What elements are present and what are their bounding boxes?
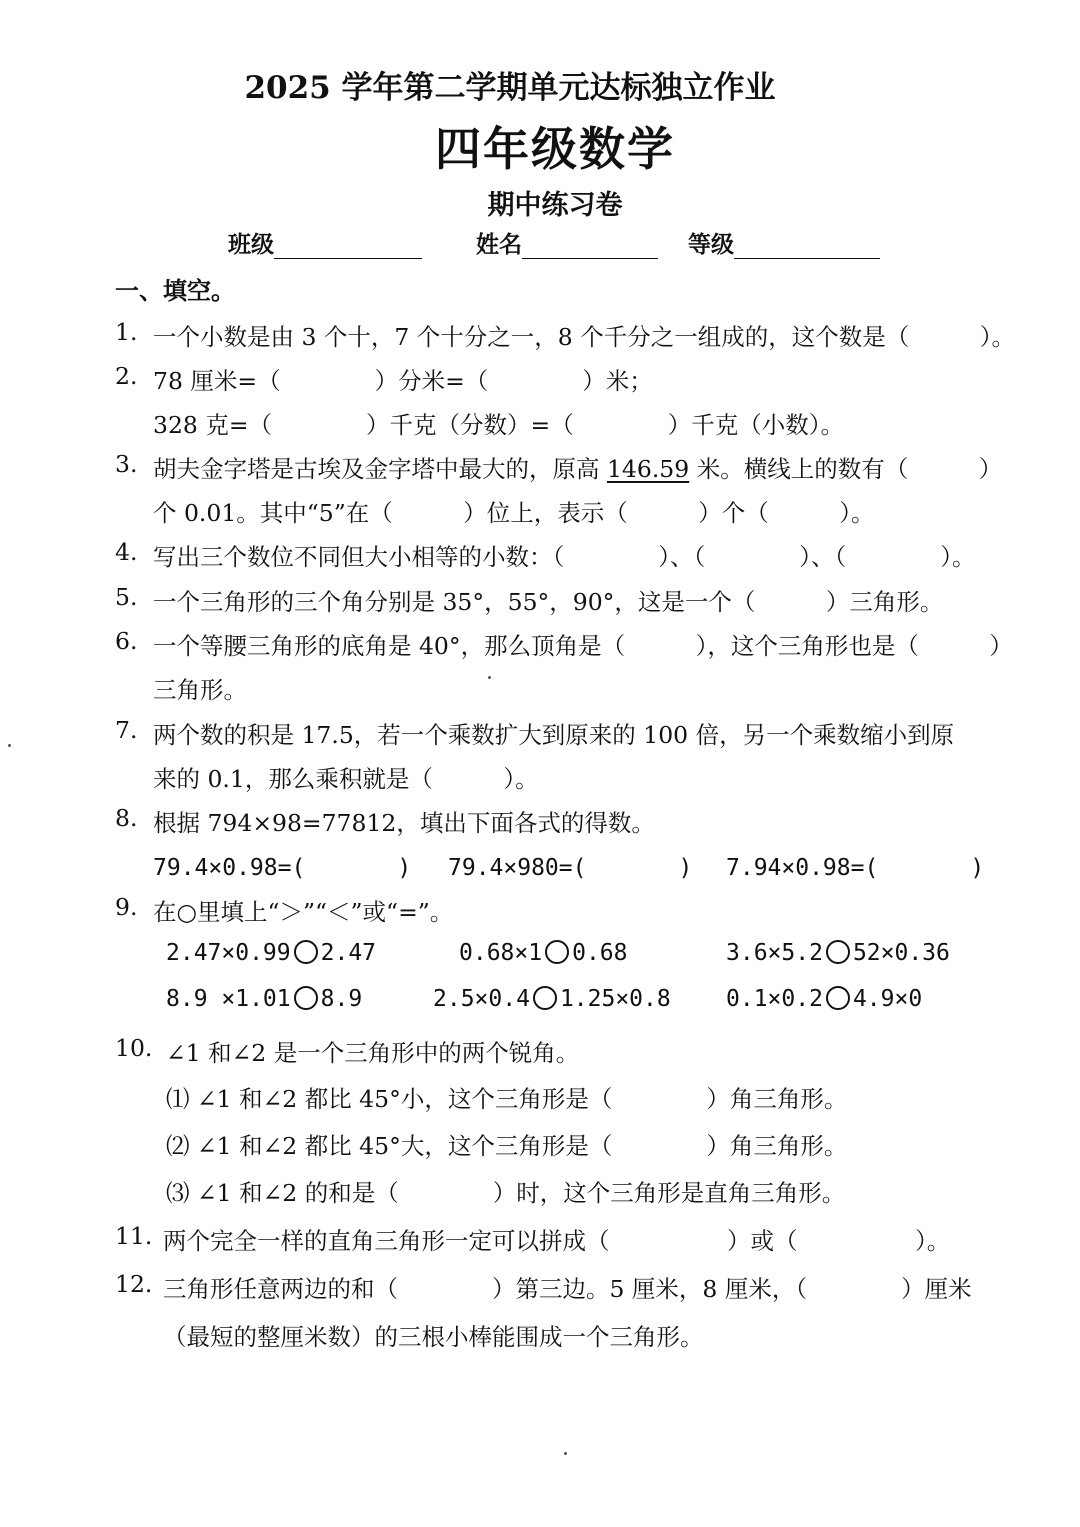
question-text-line-2: 个 0.01。其中“5”在（ ）位上，表示（ ）个（ ）。 bbox=[153, 499, 875, 527]
compare-left: 3.6×5.2 bbox=[726, 940, 823, 966]
scan-speck bbox=[488, 676, 491, 679]
question-text-line-2: 328 克=（ ）千克（分数）=（ ）千克（小数）。 bbox=[153, 411, 844, 439]
expression-b: 79.4×980=( ) bbox=[448, 855, 693, 881]
question-text: 一个小数是由 3 个十，7 个十分之一，8 个千分之一组成的，这个数是（ ）。 bbox=[153, 323, 1015, 351]
question-text-part: 米。横线上的数有（ ） bbox=[689, 455, 1003, 483]
question-number: 2. bbox=[115, 362, 138, 390]
compare-circle[interactable] bbox=[294, 940, 318, 964]
question-text: 写出三个数位不同但大小相等的小数：（ ）、（ ）、（ ）。 bbox=[153, 543, 976, 571]
expression-c: 7.94×0.98=( ) bbox=[726, 855, 985, 881]
compare-circle[interactable] bbox=[533, 986, 557, 1010]
scan-speck bbox=[8, 744, 11, 747]
compare-circle[interactable] bbox=[826, 986, 850, 1010]
question-text: 一个三角形的三个角分别是 35°，55°，90°，这是一个（ ）三角形。 bbox=[153, 588, 944, 616]
question-number: 12. bbox=[115, 1270, 153, 1298]
question-number: 4. bbox=[115, 538, 138, 566]
compare-left: 8.9 ×1.01 bbox=[166, 986, 291, 1012]
question-text-line-2: 三角形。 bbox=[153, 676, 247, 704]
question-number: 5. bbox=[115, 583, 138, 611]
compare-right: 0.68 bbox=[572, 940, 628, 966]
question-number: 11. bbox=[115, 1222, 153, 1250]
question-number: 3. bbox=[115, 450, 138, 478]
page-title: 四年级数学 bbox=[435, 122, 675, 176]
compare-item bbox=[726, 986, 922, 1012]
question-text: 三角形任意两边的和（ ）第三边。5 厘米，8 厘米，（ ）厘米 bbox=[163, 1275, 972, 1303]
compare-left: 2.5×0.4 bbox=[433, 986, 530, 1012]
name-blank[interactable] bbox=[522, 230, 658, 259]
compare-right: 4.9×0 bbox=[852, 986, 923, 1012]
compare-item bbox=[726, 940, 950, 966]
question-text-part: 胡夫金字塔是古埃及金字塔中最大的，原高 bbox=[153, 455, 607, 483]
question-text: 78 厘米=（ ）分米=（ ）米； bbox=[153, 367, 653, 395]
grade-field[interactable] bbox=[688, 226, 880, 259]
page-subtitle: 期中练习卷 bbox=[487, 190, 623, 221]
question-text: ∠1 和∠2 是一个三角形中的两个锐角。 bbox=[166, 1039, 580, 1067]
compare-left: 0.1×0.2 bbox=[726, 986, 823, 1012]
question-text-line-2: 来的 0.1，那么乘积就是（ ）。 bbox=[153, 765, 539, 793]
question-text bbox=[153, 450, 1002, 484]
underlined-number: 146.59 bbox=[606, 455, 690, 483]
question-number: 1. bbox=[115, 318, 138, 346]
sub-question-3: ⑶ ∠1 和∠2 的和是（ ）时，这个三角形是直角三角形。 bbox=[166, 1179, 846, 1207]
grade-blank[interactable] bbox=[734, 230, 880, 259]
compare-item bbox=[166, 986, 362, 1012]
question-number: 8. bbox=[115, 804, 138, 832]
question-text: 根据 794×98=77812，填出下面各式的得数。 bbox=[153, 809, 655, 837]
compare-right: 2.47 bbox=[320, 940, 377, 966]
compare-item bbox=[459, 940, 627, 966]
class-label: 班级 bbox=[228, 231, 274, 258]
name-field[interactable] bbox=[476, 226, 658, 259]
compare-circle[interactable] bbox=[826, 940, 850, 964]
class-field[interactable] bbox=[228, 226, 422, 259]
question-number: 9. bbox=[115, 893, 138, 921]
grade-label: 等级 bbox=[688, 231, 734, 258]
question-number: 10. bbox=[115, 1034, 153, 1062]
question-text: 一个等腰三角形的底角是 40°，那么顶角是（ ），这个三角形也是（ ） bbox=[153, 632, 1013, 660]
question-number: 7. bbox=[115, 716, 138, 744]
compare-right: 1.25×0.8 bbox=[559, 986, 671, 1012]
compare-item bbox=[433, 986, 671, 1012]
question-text: 在○里填上“＞”“＜”或“=”。 bbox=[153, 898, 454, 926]
class-blank[interactable] bbox=[274, 230, 422, 259]
question-1 bbox=[115, 318, 137, 346]
compare-item bbox=[166, 940, 376, 966]
question-text-line-2: （最短的整厘米数）的三根小棒能围成一个三角形。 bbox=[163, 1323, 704, 1351]
question-text: 两个数的积是 17.5，若一个乘数扩大到原来的 100 倍，另一个乘数缩小到原 bbox=[153, 721, 955, 749]
section-heading: 一、填空。 bbox=[115, 276, 235, 305]
compare-right: 8.9 bbox=[320, 986, 363, 1012]
question-text: 两个完全一样的直角三角形一定可以拼成（ ）或（ ）。 bbox=[163, 1227, 951, 1255]
compare-left: 0.68×1 bbox=[459, 940, 543, 966]
name-label: 姓名 bbox=[476, 231, 522, 258]
compare-circle[interactable] bbox=[294, 986, 318, 1010]
scan-speck bbox=[564, 1452, 567, 1455]
sub-question-2: ⑵ ∠1 和∠2 都比 45°大，这个三角形是（ ）角三角形。 bbox=[166, 1132, 848, 1160]
expression-a: 79.4×0.98=( ) bbox=[153, 855, 412, 881]
compare-right: 52×0.36 bbox=[852, 940, 950, 966]
compare-circle[interactable] bbox=[545, 940, 569, 964]
question-number: 6. bbox=[115, 627, 138, 655]
sub-question-1: ⑴ ∠1 和∠2 都比 45°小，这个三角形是（ ）角三角形。 bbox=[166, 1085, 848, 1113]
compare-left: 2.47×0.99 bbox=[166, 940, 291, 966]
header-line-1: 2025 学年第二学期单元达标独立作业 bbox=[244, 70, 776, 106]
